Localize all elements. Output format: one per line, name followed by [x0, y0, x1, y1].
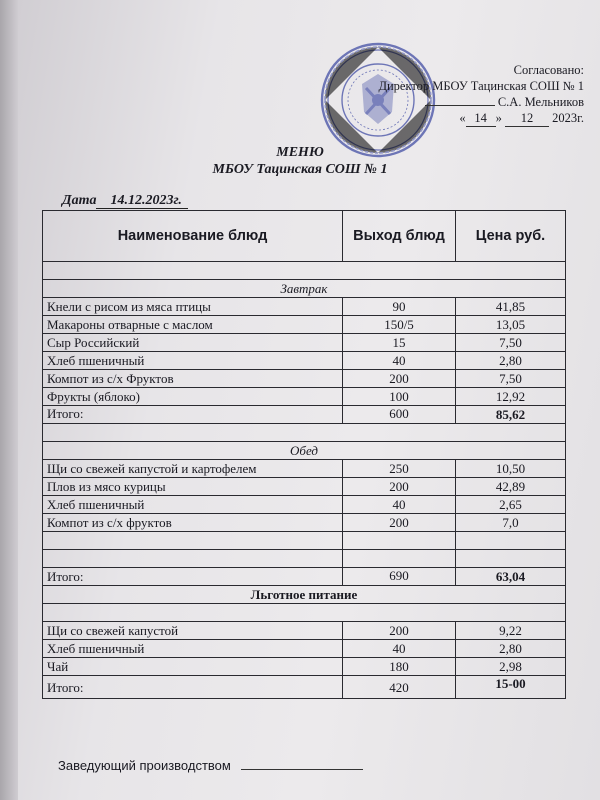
table-cell: 15 — [343, 334, 456, 352]
table-header-row — [43, 211, 566, 262]
approval-director: Директор МБОУ Тацинская СОШ № 1 — [378, 79, 584, 93]
table-cell — [43, 424, 566, 442]
table-cell: Компот из с/х фруктов — [43, 514, 343, 532]
table-cell: Чай — [43, 658, 343, 676]
table-cell: 200 — [343, 478, 456, 496]
table-cell: 2,80 — [456, 640, 566, 658]
total-row-preferential — [43, 676, 566, 699]
table-cell: 12,92 — [456, 388, 566, 406]
table-cell: 600 — [343, 406, 456, 424]
table-row — [43, 352, 566, 370]
table-cell: 9,22 — [456, 622, 566, 640]
table-cell: Сыр Российский — [43, 334, 343, 352]
footer-signature — [58, 758, 363, 773]
header-dish: Наименование блюд — [43, 211, 343, 262]
table-cell: Обед — [43, 442, 566, 460]
header-price: Цена руб. — [456, 211, 566, 262]
approval-month: 12 — [505, 110, 549, 127]
table-cell — [343, 532, 456, 550]
header-portion: Выход блюд — [343, 211, 456, 262]
table-cell: 200 — [343, 370, 456, 388]
table-cell: Макароны отварные с маслом — [43, 316, 343, 334]
table-cell: 200 — [343, 514, 456, 532]
table-row — [43, 334, 566, 352]
menu-title — [0, 144, 600, 178]
table-cell: 2,98 — [456, 658, 566, 676]
table-cell: Щи со свежей капустой — [43, 622, 343, 640]
table-cell: Плов из мясо курицы — [43, 478, 343, 496]
table-cell — [43, 262, 566, 280]
approval-day: 14 — [466, 110, 496, 127]
table-cell — [43, 604, 566, 622]
title-line-2: МБОУ Тацинская СОШ № 1 — [212, 162, 388, 177]
spacer-row — [43, 424, 566, 442]
section-breakfast — [43, 280, 566, 298]
footer-label: Заведующий производством — [58, 758, 231, 773]
table-cell: Щи со свежей капустой и картофелем — [43, 460, 343, 478]
table-cell: 85,62 — [456, 406, 566, 424]
table-cell: 10,50 — [456, 460, 566, 478]
table-cell: 15-00 — [456, 676, 566, 699]
table-cell: 40 — [343, 352, 456, 370]
table-cell: 7,0 — [456, 514, 566, 532]
section-lunch — [43, 442, 566, 460]
page-shadow — [0, 0, 18, 800]
table-cell: Льготное питание — [43, 586, 566, 604]
table-cell: 7,50 — [456, 370, 566, 388]
table-cell: 250 — [343, 460, 456, 478]
table-cell: 90 — [343, 298, 456, 316]
table-cell: 180 — [343, 658, 456, 676]
table-row — [43, 496, 566, 514]
table-cell: 2,65 — [456, 496, 566, 514]
table-cell: Итого: — [43, 406, 343, 424]
table-row — [43, 388, 566, 406]
menu-table — [42, 210, 566, 699]
approval-signature-line — [374, 94, 584, 110]
table-cell: Хлеб пшеничный — [43, 640, 343, 658]
total-row-breakfast — [43, 406, 566, 424]
table-cell: Хлеб пшеничный — [43, 496, 343, 514]
table-cell: 42,89 — [456, 478, 566, 496]
approval-block — [374, 62, 584, 127]
table-cell: Фрукты (яблоко) — [43, 388, 343, 406]
table-cell: 63,04 — [456, 568, 566, 586]
table-row — [43, 316, 566, 334]
table-cell: Завтрак — [43, 280, 566, 298]
date-value: 14.12.2023г. — [96, 193, 187, 209]
table-cell: Итого: — [43, 676, 343, 699]
table-cell: 13,05 — [456, 316, 566, 334]
table-cell: 2,80 — [456, 352, 566, 370]
table-row — [43, 298, 566, 316]
table-cell: 7,50 — [456, 334, 566, 352]
table-row — [43, 370, 566, 388]
table-cell: 40 — [343, 640, 456, 658]
spacer-row — [43, 604, 566, 622]
table-row — [43, 460, 566, 478]
table-cell — [343, 550, 456, 568]
table-cell: 40 — [343, 496, 456, 514]
signature-line — [241, 769, 363, 770]
table-cell: 150/5 — [343, 316, 456, 334]
table-cell: Хлеб пшеничный — [43, 352, 343, 370]
approval-year: 2023г. — [552, 111, 584, 125]
empty-row — [43, 550, 566, 568]
title-line-1: МЕНЮ — [276, 145, 324, 160]
approval-heading: Согласовано: — [513, 63, 584, 77]
table-cell: 41,85 — [456, 298, 566, 316]
total-row-lunch — [43, 568, 566, 586]
spacer-row — [43, 262, 566, 280]
table-cell: 690 — [343, 568, 456, 586]
table-cell — [43, 532, 343, 550]
table-cell: 100 — [343, 388, 456, 406]
table-cell: 200 — [343, 622, 456, 640]
table-row — [43, 640, 566, 658]
empty-row — [43, 532, 566, 550]
table-cell — [43, 550, 343, 568]
table-row — [43, 658, 566, 676]
table-cell: Кнели с рисом из мяса птицы — [43, 298, 343, 316]
table-row — [43, 514, 566, 532]
section-preferential — [43, 586, 566, 604]
table-row — [43, 478, 566, 496]
table-cell — [456, 550, 566, 568]
table-row — [43, 622, 566, 640]
table-cell: Итого: — [43, 568, 343, 586]
menu-date — [62, 193, 188, 209]
approval-name: С.А. Мельников — [497, 95, 584, 109]
table-cell: Компот из с/х Фруктов — [43, 370, 343, 388]
approval-date: « 14 » 12 2023г. — [459, 111, 584, 125]
table-cell — [456, 532, 566, 550]
date-label: Дата — [62, 193, 97, 208]
table-cell: 420 — [343, 676, 456, 699]
